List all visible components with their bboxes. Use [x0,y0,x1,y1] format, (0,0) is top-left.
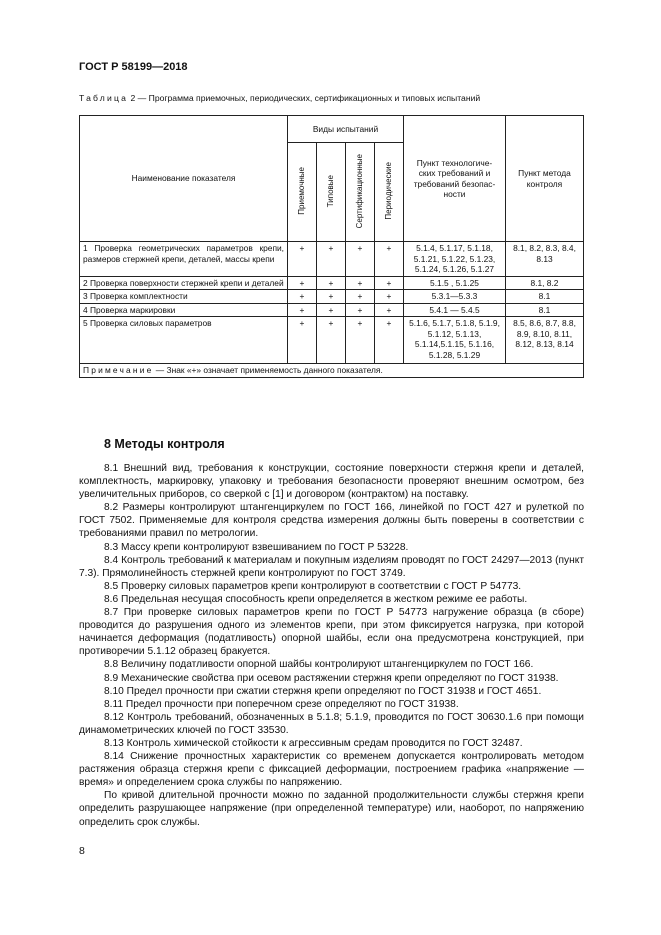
paragraph: 8.4 Контроль требований к материалам и покупным изделиям проводят по ГОСТ 24297—2013 (пункт 7.3). Прямолинейность стержней крепи контролируют по ГОСТ 3749. [79,554,584,579]
section-body [79,462,584,829]
row-method: 8.1 [506,290,584,304]
row-mark: + [346,242,375,277]
paragraph: 8.12 Контроль требований, обозначенных в 5.1.8; 5.1.9, проводится по ГОСТ 30630.1.6 при помощи динамометрических ключей по ГОСТ 33530. [79,711,584,736]
table-caption-text: 2 — Программа приемочных, периодических, сертификационных и типовых испытаний [128,93,481,103]
row-method: 8.1, 8.2 [506,276,584,290]
paragraph: 8.3 Массу крепи контролируют взвешиванием по ГОСТ Р 53228. [104,541,409,553]
row-mark: + [288,303,317,317]
row-mark: + [346,317,375,364]
paragraph: 8.11 Предел прочности при поперечном срезе определяют по ГОСТ 31938. [104,698,459,710]
paragraph: 8.8 Величину податливости опорной шайбы контролируют штангенциркулем по ГОСТ 166. [104,659,534,671]
paragraph: 8.7 При проверке силовых параметров крепи по ГОСТ Р 54773 нагружение образца (в сборе) проводится до разрушения одного из элементов крепи, при этом фиксируется нагрузка, при которой начинается деформация (податливость) опорной шайбы, если она предусмотрена конструкцией, при противоречии 5.1.12 образец бракуется. [79,607,584,658]
table-note [80,364,584,378]
table-row [80,303,584,317]
row-mark: + [288,242,317,277]
row-mark: + [317,276,346,290]
section-title: 8 Методы контроля [104,437,225,451]
row-mark: + [375,242,404,277]
col-header-name: Наименование показателя [80,116,288,242]
col-header-periodic: Периодические [383,161,393,220]
row-method: 8.1, 8.2, 8.3, 8.4, 8.13 [506,242,584,277]
row-mark: + [375,276,404,290]
table-note-text: — Знак «+» означает применяемость данного показателя. [153,365,383,375]
row-mark: + [346,276,375,290]
col-header-type: Типовые [325,174,335,207]
paragraph: 8.6 Предельная несущая способность крепи определяется в жестком режиме ее работы. [104,593,528,605]
document-header: ГОСТ Р 58199—2018 [79,61,188,73]
table-note-row [80,364,584,378]
row-requirements: 5.4.1 — 5.4.5 [404,303,506,317]
col-header-requirements: Пункт технологиче- ских требований и требований безопас- ности [404,116,506,242]
table-caption-prefix: Таблица [79,93,129,103]
row-mark: + [317,303,346,317]
row-mark: + [317,317,346,364]
row-name: 4 Проверка маркировки [80,303,288,317]
row-mark: + [288,276,317,290]
col-header-acceptance: Приемочные [296,166,306,215]
table-row [80,276,584,290]
paragraph: 8.2 Размеры контролируют штангенциркулем по ГОСТ 166, линейкой по ГОСТ 427 и рулеткой по ГОСТ 7502. Применяемые для контроля средства измерения должны быть поверены в соответствии с требованиями правил по метрологии. [79,502,584,540]
paragraph: 8.14 Снижение прочностных характеристик со временем допускается контролировать методом растяжения образца стержня крепи с фиксацией деформации, построением графика «напряжение — время» и определением срока службы по напряжению. [79,751,584,789]
test-program-table [79,115,584,378]
row-requirements: 5.3.1—5.3.3 [404,290,506,304]
row-mark: + [346,303,375,317]
paragraph: 8.1 Внешний вид, требования к конструкции, состояние поверхности стержня крепи и деталей, комплектность, маркировку, упаковку и требования безопасности проверяют внешним осмотром, без увеличительных приборов, со сверкой с [1] и договором (контрактом) на поставку. [79,463,584,501]
row-requirements: 5.1.4, 5.1.17, 5.1.18, 5.1.21, 5.1.22, 5.1.23, 5.1.24, 5.1.26, 5.1.27 [404,242,506,277]
row-mark: + [288,290,317,304]
table-header-row [80,116,584,143]
row-mark: + [317,290,346,304]
row-name: 1 Проверка геометрических параметров крепи, размеров стержней крепи, деталей, массы крепи [80,242,288,277]
paragraph: 8.9 Механические свойства при осевом растяжении стержня крепи определяют по ГОСТ 31938. [104,672,559,684]
paragraph: 8.13 Контроль химической стойкости к агрессивным средам проводится по ГОСТ 32487. [104,737,523,749]
row-mark: + [346,290,375,304]
row-requirements: 5.1.5 , 5.1.25 [404,276,506,290]
row-name: 2 Проверка поверхности стержней крепи и деталей [80,276,288,290]
table-row [80,242,584,277]
paragraph: По кривой длительной прочности можно по заданной продолжительности службы стержня крепи определить разрушающее напряжение (при определенной температуре) или, наоборот, по напряжению определить срок службы. [79,790,584,828]
col-header-types: Виды испытаний [288,116,404,143]
table-note-prefix: Примечание [83,365,154,375]
row-mark: + [375,317,404,364]
row-requirements: 5.1.6, 5.1.7, 5.1.8, 5.1.9, 5.1.12, 5.1.13, 5.1.14,5.1.15, 5.1.16, 5.1.28, 5.1.29 [404,317,506,364]
table-row [80,290,584,304]
col-header-certification: Сертификационные [354,153,364,228]
paragraph: 8.10 Предел прочности при сжатии стержня крепи определяют по ГОСТ 31938 и ГОСТ 4651. [104,685,542,697]
row-name: 5 Проверка силовых параметров [80,317,288,364]
row-method: 8.1 [506,303,584,317]
row-name: 3 Проверка комплектности [80,290,288,304]
page-number: 8 [79,845,85,857]
row-mark: + [375,290,404,304]
row-mark: + [317,242,346,277]
col-header-method: Пункт метода контроля [506,116,584,242]
row-mark: + [375,303,404,317]
row-method: 8.5, 8.6, 8.7, 8.8, 8.9, 8.10, 8.11, 8.12, 8.13, 8.14 [506,317,584,364]
paragraph: 8.5 Проверку силовых параметров крепи контролируют в соответствии с ГОСТ Р 54773. [104,580,522,592]
row-mark: + [288,317,317,364]
table-caption [79,93,480,103]
table-row [80,317,584,364]
